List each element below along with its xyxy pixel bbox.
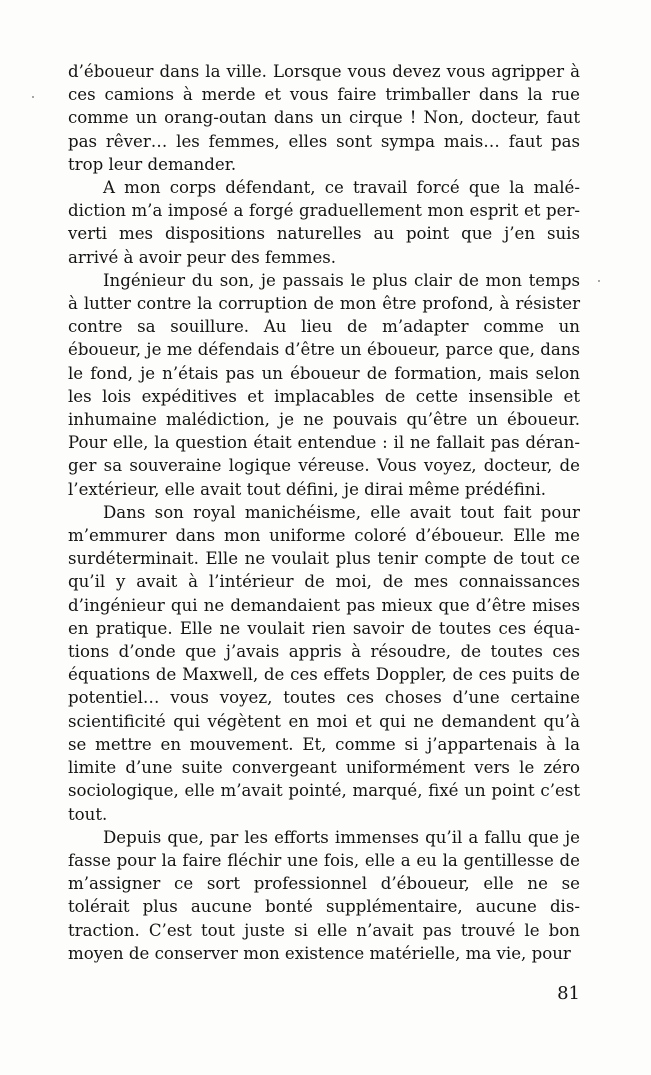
page-number: 81 bbox=[557, 983, 580, 1004]
body-text bbox=[68, 60, 580, 965]
paragraph-continuation: d’éboueur dans la ville. Lorsque vous devez vous agripper à ces camions à merde et vous faire trimballer dans la rue comme un orang-outan dans un cirque ! Non, docteur, faut pas rêver… les femmes, elles sont sympa mais… faut pas trop leur demander. bbox=[68, 62, 580, 174]
paragraph: Dans son royal manichéisme, elle avait tout fait pour m’emmurer dans mon uniforme coloré d’éboueur. Elle me surdéterminait. Elle ne voulait plus tenir compte de tout ce qu’il y avait à l’intérieur de moi, de mes connaissances d’ingénieur qui ne demandaient pas mieux que d’être mises en pratique. Elle ne voulait rien savoir de toutes ces équations d’onde que j’avais appris à résoudre, de toutes ces équations de Maxwell, de ces effets Doppler, de ces puits de potentiel… vous voyez, toutes ces choses d’une certaine scientificité qui végètent en moi et qui ne demandent qu’à se mettre en mouvement. Et, comme si j’appartenais à la limite d’une suite convergeant uniformément vers le zéro sociologique, elle m’avait pointé, marqué, fixé un point c’est tout. bbox=[68, 502, 580, 824]
paragraph: A mon corps défendant, ce travail forcé que la malédiction m’a imposé a forgé graduellement mon esprit et perverti mes dispositions naturelles au point que j’en suis arrivé à avoir peur des femmes. bbox=[68, 178, 580, 267]
paragraph: Ingénieur du son, je passais le plus clair de mon temps à lutter contre la corruption de mon être profond, à résister contre sa souillure. Au lieu de m’adapter comme un éboueur, je me défendais d’être un éboueur, parce que, dans le fond, je n’étais pas un éboueur de formation, mais selon les lois expéditives et implacables de cette insensible et inhumaine malédiction, je ne pouvais qu’être un éboueur. Pour elle, la question était entendue : il ne fallait pas déranger sa souveraine logique véreuse. Vous voyez, docteur, de l’extérieur, elle avait tout défini, je dirai même prédéfini. bbox=[68, 270, 580, 499]
paragraph: Depuis que, par les efforts immenses qu’il a fallu que je fasse pour la faire fléchir une fois, elle a eu la gentillesse de m’assigner ce sort professionnel d’éboueur, elle ne se tolérait plus aucune bonté supplémentaire, aucune distraction. C’est tout juste si elle n’avait pas trouvé le bon moyen de conserver mon existence matérielle, ma vie, pour bbox=[68, 827, 580, 963]
paper-speck bbox=[32, 96, 34, 98]
paper-speck bbox=[598, 280, 600, 282]
